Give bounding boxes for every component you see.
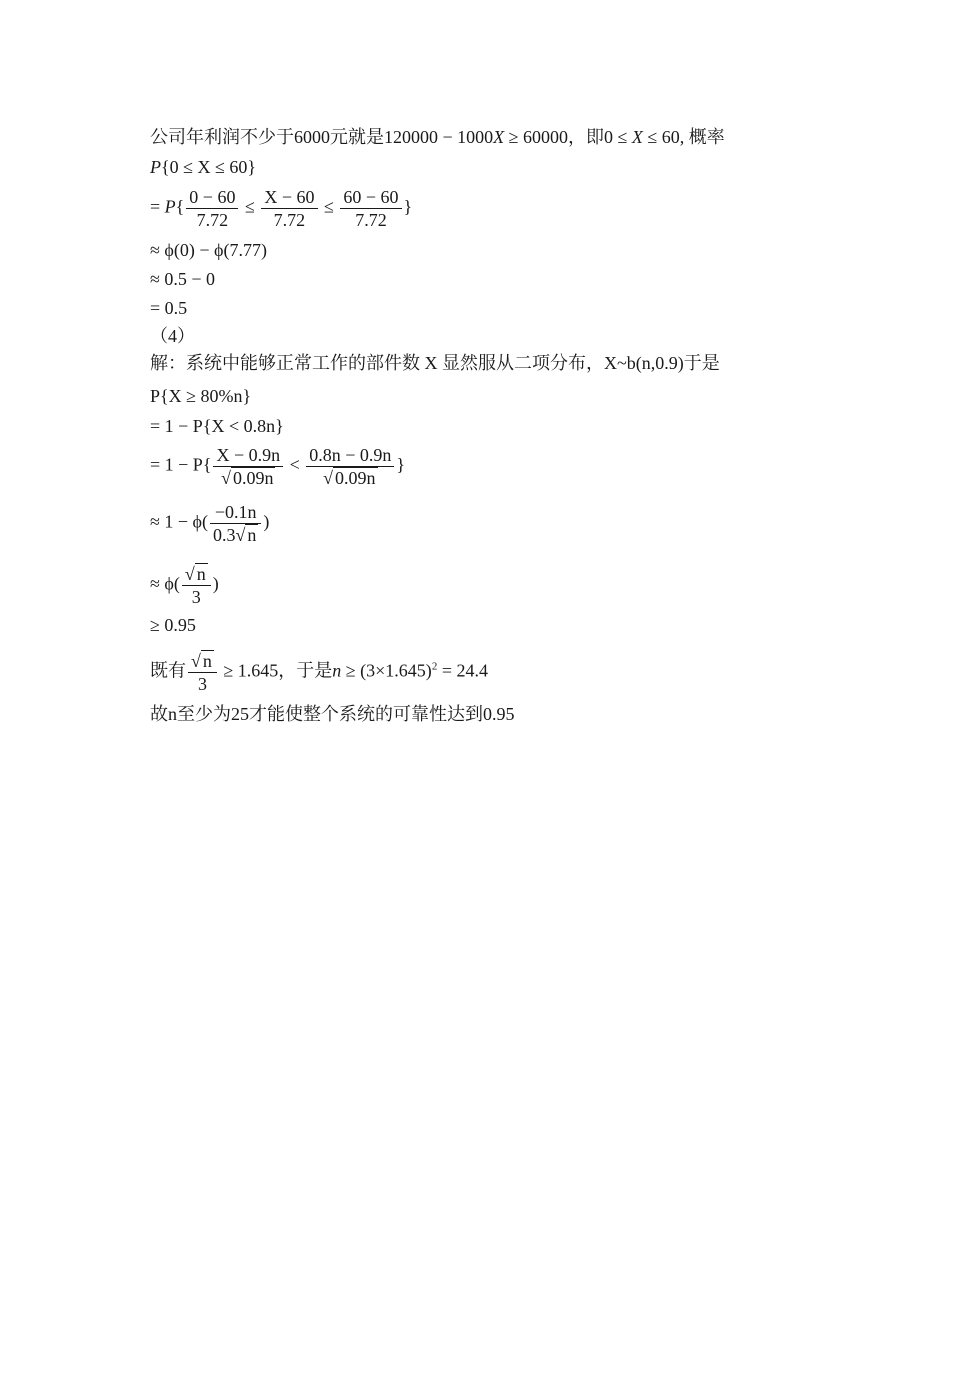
denominator: 3: [197, 674, 207, 694]
sqrt: √ n: [235, 525, 257, 545]
line-conclusion: 故n至少为25才能使整个系统的可靠性达到0.95: [150, 704, 515, 724]
radicand: n: [196, 564, 206, 584]
radicand: 0.09n: [335, 468, 376, 488]
denominator: 7.72: [355, 210, 387, 230]
line-phi-sqrt: [150, 563, 219, 608]
var-p: P: [164, 196, 176, 217]
radicand: 0.09n: [232, 468, 274, 488]
denominator: [306, 467, 394, 489]
var-p: P: [150, 157, 161, 177]
text-segment: = 24.4: [437, 660, 488, 681]
text-segment: <: [285, 454, 305, 475]
line-solution-intro: 解：系统中能够正常工作的部件数 X 显然服从二项分布，X~b(n,0.9)于是: [150, 353, 720, 373]
text-segment: 公司年利润不少于6000元就是120000 − 1000: [150, 127, 494, 147]
line-complement: = 1 − P{X < 0.8n}: [150, 416, 284, 436]
fraction: [210, 501, 261, 546]
radicand: n: [202, 651, 212, 671]
line-phi-difference: ≈ ϕ(0) − ϕ(7.77): [150, 240, 267, 260]
text-segment: ≈ 1 − ϕ(: [150, 511, 208, 532]
radicand: n: [247, 525, 257, 545]
text-segment: ≥ 60000，即0 ≤: [504, 127, 632, 147]
numerator: [188, 650, 217, 673]
line-profit-condition: [150, 126, 725, 148]
numerator: 60 − 60: [340, 186, 401, 209]
fraction: [261, 186, 317, 231]
text-segment: {: [175, 196, 185, 217]
text-segment: ≥ 1.645，于是: [218, 660, 333, 681]
line-phi-negative: [150, 501, 269, 546]
text-segment: 既有: [150, 660, 186, 681]
numerator: X − 60: [261, 186, 317, 209]
line-result: = 0.5: [150, 298, 188, 318]
fraction: [188, 650, 217, 695]
text-segment: = 1 − P{: [150, 454, 212, 475]
text-segment: {0 ≤ X ≤ 60}: [161, 157, 257, 177]
var-n: n: [332, 660, 342, 681]
line-ge-095: ≥ 0.95: [150, 615, 196, 635]
var-x: X: [631, 127, 643, 147]
text-segment: 0.3: [213, 525, 236, 545]
text-segment: ): [263, 511, 270, 532]
fraction: [182, 563, 211, 608]
denominator: 3: [191, 587, 201, 607]
sqrt: √ n: [184, 564, 206, 584]
sqrt: √ n: [191, 651, 212, 671]
var-x: X: [493, 127, 505, 147]
text-segment: ≤: [319, 196, 339, 217]
text-segment: }: [396, 454, 406, 475]
line-prob-80: P{X ≥ 80%n}: [150, 386, 252, 406]
numerator: [182, 563, 211, 586]
line-part-label: （4）: [150, 326, 195, 346]
line-approx: ≈ 0.5 − 0: [150, 269, 216, 289]
text-segment: ≤ 60, 概率: [642, 127, 725, 147]
denominator: [213, 467, 283, 489]
fraction: [306, 444, 394, 489]
denominator: 7.72: [273, 210, 306, 230]
fraction: [213, 444, 283, 489]
numerator: 0.8n − 0.9n: [306, 444, 394, 467]
text-segment: ≤: [240, 196, 260, 217]
numerator: X − 0.9n: [213, 444, 283, 467]
denominator: 7.72: [196, 210, 229, 230]
line-standardize: [150, 186, 412, 231]
sqrt: √ 0.09n: [323, 468, 376, 488]
sqrt: √ 0.09n: [221, 468, 274, 488]
text-segment: =: [150, 196, 165, 217]
line-probability: [150, 156, 256, 178]
line-inequality: [150, 650, 488, 695]
denominator: [210, 524, 261, 546]
numerator: 0 − 60: [186, 186, 238, 209]
line-normal-approx: [150, 444, 405, 489]
text-segment: ≥ (3×1.645): [341, 660, 432, 681]
text-segment: }: [403, 196, 413, 217]
fraction: [340, 186, 401, 231]
superscript: 2: [431, 660, 438, 673]
fraction: [186, 186, 238, 231]
text-segment: ): [212, 573, 219, 594]
numerator: −0.1n: [210, 501, 261, 524]
text-segment: ≈ ϕ(: [150, 573, 180, 594]
